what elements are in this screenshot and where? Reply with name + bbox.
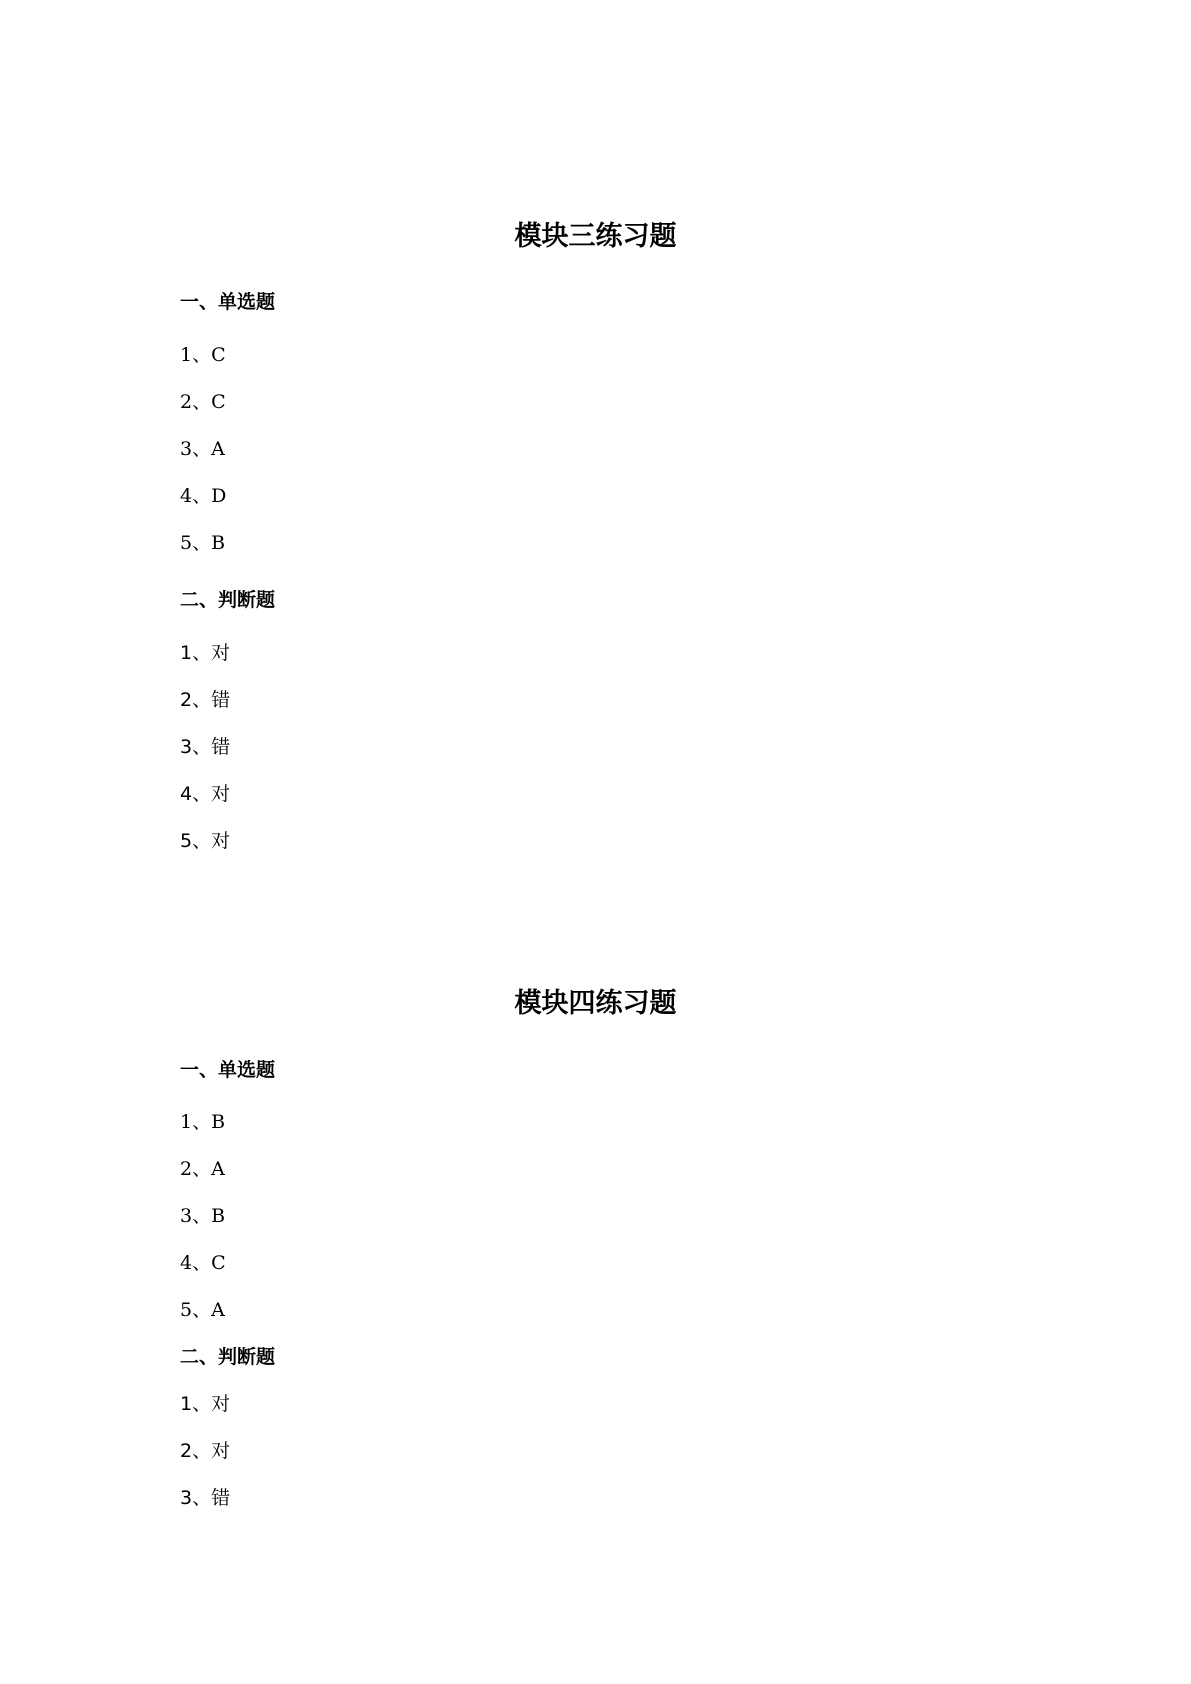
module-4-single-choice-answer-3: 3、B bbox=[180, 1205, 226, 1227]
module-3-true-false-heading: 二、判断题 bbox=[180, 589, 276, 611]
module-3-true-false-answer-2: 2、错 bbox=[180, 689, 231, 711]
module-3-single-choice-answer-4: 4、D bbox=[180, 485, 227, 507]
module-3-title: 模块三练习题 bbox=[514, 221, 677, 252]
module-3-true-false-answer-3: 3、错 bbox=[180, 736, 231, 758]
module-4-single-choice-heading: 一、单选题 bbox=[180, 1059, 276, 1081]
module-4-single-choice-answer-1: 1、B bbox=[180, 1111, 226, 1133]
module-4-single-choice-answer-5: 5、A bbox=[180, 1299, 225, 1321]
module-3-single-choice-answer-5: 5、B bbox=[180, 532, 226, 554]
module-3-single-choice-answer-2: 2、C bbox=[180, 391, 226, 413]
module-4-true-false-answer-1: 1、对 bbox=[180, 1393, 231, 1415]
module-3-single-choice-answer-3: 3、A bbox=[180, 438, 225, 460]
module-4-true-false-answer-3: 3、错 bbox=[180, 1487, 231, 1509]
module-4-title: 模块四练习题 bbox=[514, 988, 677, 1019]
module-3-true-false-answer-1: 1、对 bbox=[180, 642, 231, 664]
module-3-true-false-answer-4: 4、对 bbox=[180, 783, 231, 805]
module-4-true-false-answer-2: 2、对 bbox=[180, 1440, 231, 1462]
module-4-true-false-heading: 二、判断题 bbox=[180, 1346, 276, 1368]
module-4-single-choice-answer-4: 4、C bbox=[180, 1252, 226, 1274]
module-3-single-choice-answer-1: 1、C bbox=[180, 344, 226, 366]
module-3-single-choice-heading: 一、单选题 bbox=[180, 291, 276, 313]
module-4-single-choice-answer-2: 2、A bbox=[180, 1158, 225, 1180]
module-3-true-false-answer-5: 5、对 bbox=[180, 830, 231, 852]
